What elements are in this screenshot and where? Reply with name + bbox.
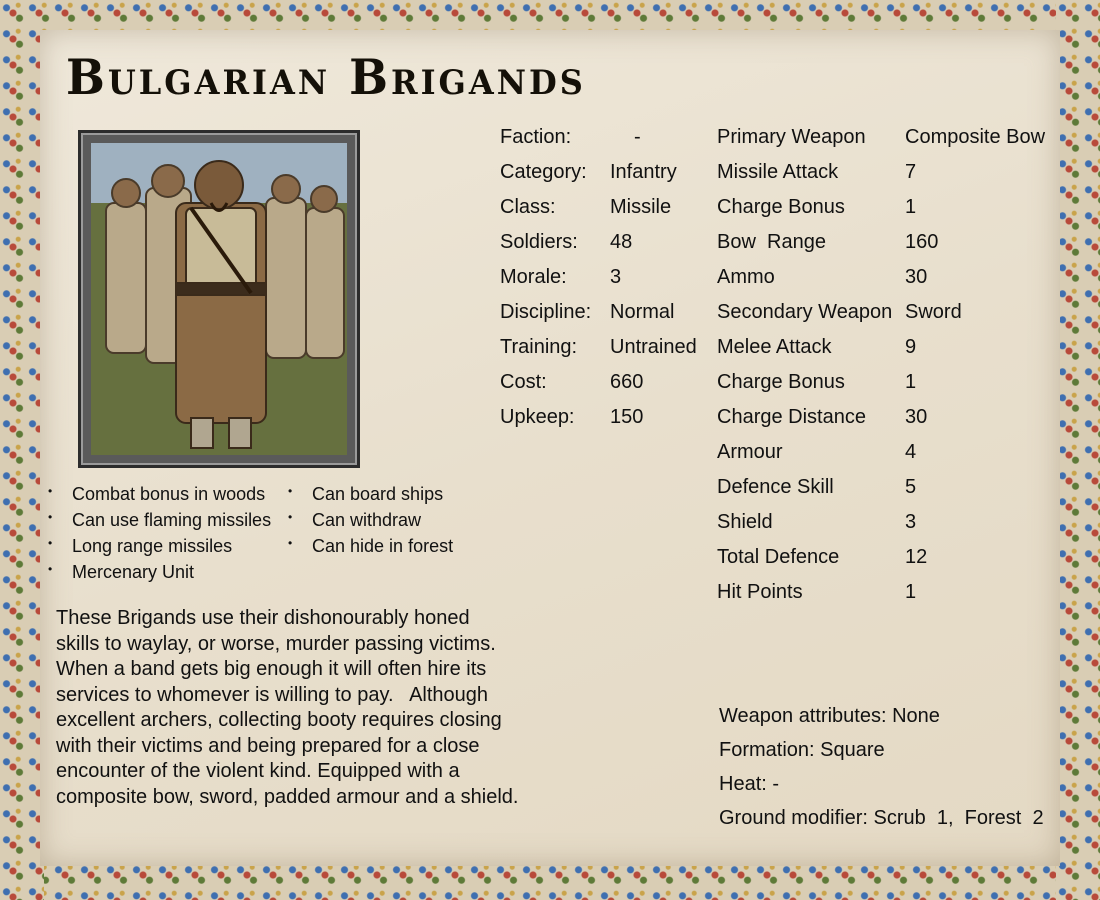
description-line: encounter of the violent kind. Equipped with a [56, 760, 460, 782]
stat-value: 3 [905, 511, 917, 533]
stat-value: 3 [610, 266, 622, 288]
stat-value: 7 [905, 161, 917, 183]
ability-label: Can use flaming missiles [72, 510, 272, 530]
stat-label: Category: [500, 161, 587, 183]
stat-label: Charge Bonus [717, 196, 845, 218]
bullet-icon: • [48, 562, 53, 576]
bullet-icon: • [288, 536, 293, 550]
stat-label: Discipline: [500, 301, 592, 323]
stat-value: 160 [905, 231, 939, 253]
stat-value: 30 [905, 406, 928, 428]
description-line: composite bow, sword, padded armour and a shield. [56, 785, 519, 808]
stat-value: 1 [905, 196, 917, 218]
extra-info-line: Weapon attributes: None [719, 705, 940, 727]
bullet-icon: • [288, 510, 293, 524]
stat-value: Untrained [610, 336, 697, 358]
stat-label: Training: [500, 336, 578, 358]
stat-label: Hit Points [717, 581, 803, 603]
stat-label: Faction: [500, 126, 572, 148]
ornamental-border-left [0, 0, 44, 900]
ability-label: Can withdraw [312, 510, 422, 530]
stat-label: Morale: [500, 266, 567, 288]
stat-label: Charge Distance [717, 406, 866, 428]
unit-portrait [91, 143, 347, 455]
ability-label: Mercenary Unit [72, 562, 195, 582]
stat-label: Ammo [717, 266, 775, 288]
stat-value: Sword [905, 301, 962, 323]
extra-info-line: Heat: - [719, 773, 780, 795]
stat-label: Soldiers: [500, 231, 578, 253]
stat-value: Missile [610, 196, 672, 218]
stat-label: Melee Attack [717, 336, 832, 358]
stat-label: Armour [717, 441, 783, 463]
stat-value: 12 [905, 546, 928, 568]
stat-label: Upkeep: [500, 406, 575, 428]
description-line: skills to waylay, or worse, murder passing victims. [56, 632, 496, 655]
description-line: services to whomever is willing to pay. Although [56, 683, 489, 706]
ability-label: Can hide in forest [312, 536, 454, 556]
unit-description [56, 606, 526, 810]
bullet-icon: • [48, 484, 53, 498]
stat-value: - [634, 126, 641, 148]
stat-label: Charge Bonus [717, 371, 845, 393]
stat-value: 150 [610, 406, 644, 428]
stat-label: Shield [717, 511, 773, 533]
stat-label: Secondary Weapon [717, 301, 893, 323]
stat-label: Defence Skill [717, 476, 834, 498]
unit-portrait-frame [78, 130, 360, 468]
stat-value: 5 [905, 476, 917, 498]
description-line: with their victims and being prepared for a close [56, 734, 480, 757]
ornamental-border-top [0, 0, 1100, 34]
brigand-soldiers-image [91, 143, 347, 455]
stat-value: Normal [610, 301, 675, 323]
stat-value: 48 [610, 231, 633, 253]
stat-label: Primary Weapon [717, 126, 866, 148]
stat-value: 1 [905, 371, 917, 393]
ability-label: Long range missiles [72, 536, 233, 556]
stat-value: 30 [905, 266, 928, 288]
bullet-icon: • [48, 536, 53, 550]
stat-value: 1 [905, 581, 917, 603]
extra-info-line: Formation: Square [719, 739, 885, 761]
stat-value: 660 [610, 371, 644, 393]
ability-label: Combat bonus in woods [72, 484, 266, 504]
stat-value: Infantry [610, 161, 677, 183]
description-line: excellent archers, collecting booty requires closing [56, 709, 502, 731]
ability-label: Can board ships [312, 484, 444, 504]
description-line: These Brigands use their dishonourably honed [56, 607, 470, 629]
stat-label: Total Defence [717, 546, 840, 568]
stat-label: Class: [500, 196, 556, 218]
description-line: When a band gets big enough it will often hire its [56, 658, 487, 680]
stat-value: 4 [905, 441, 917, 463]
stat-value: Composite Bow [905, 126, 1046, 148]
ornamental-border-right [1056, 0, 1100, 900]
ornamental-border-bottom [0, 862, 1100, 900]
stat-label: Cost: [500, 371, 547, 393]
extra-info-line: Ground modifier: Scrub 1, Forest 2 [719, 807, 1044, 829]
unit-title: Bulgarian Brigands [66, 48, 586, 106]
stat-value: 9 [905, 336, 917, 358]
bullet-icon: • [288, 484, 293, 498]
stat-label: Bow Range [717, 231, 826, 253]
bullet-icon: • [48, 510, 53, 524]
stat-label: Missile Attack [717, 161, 839, 183]
